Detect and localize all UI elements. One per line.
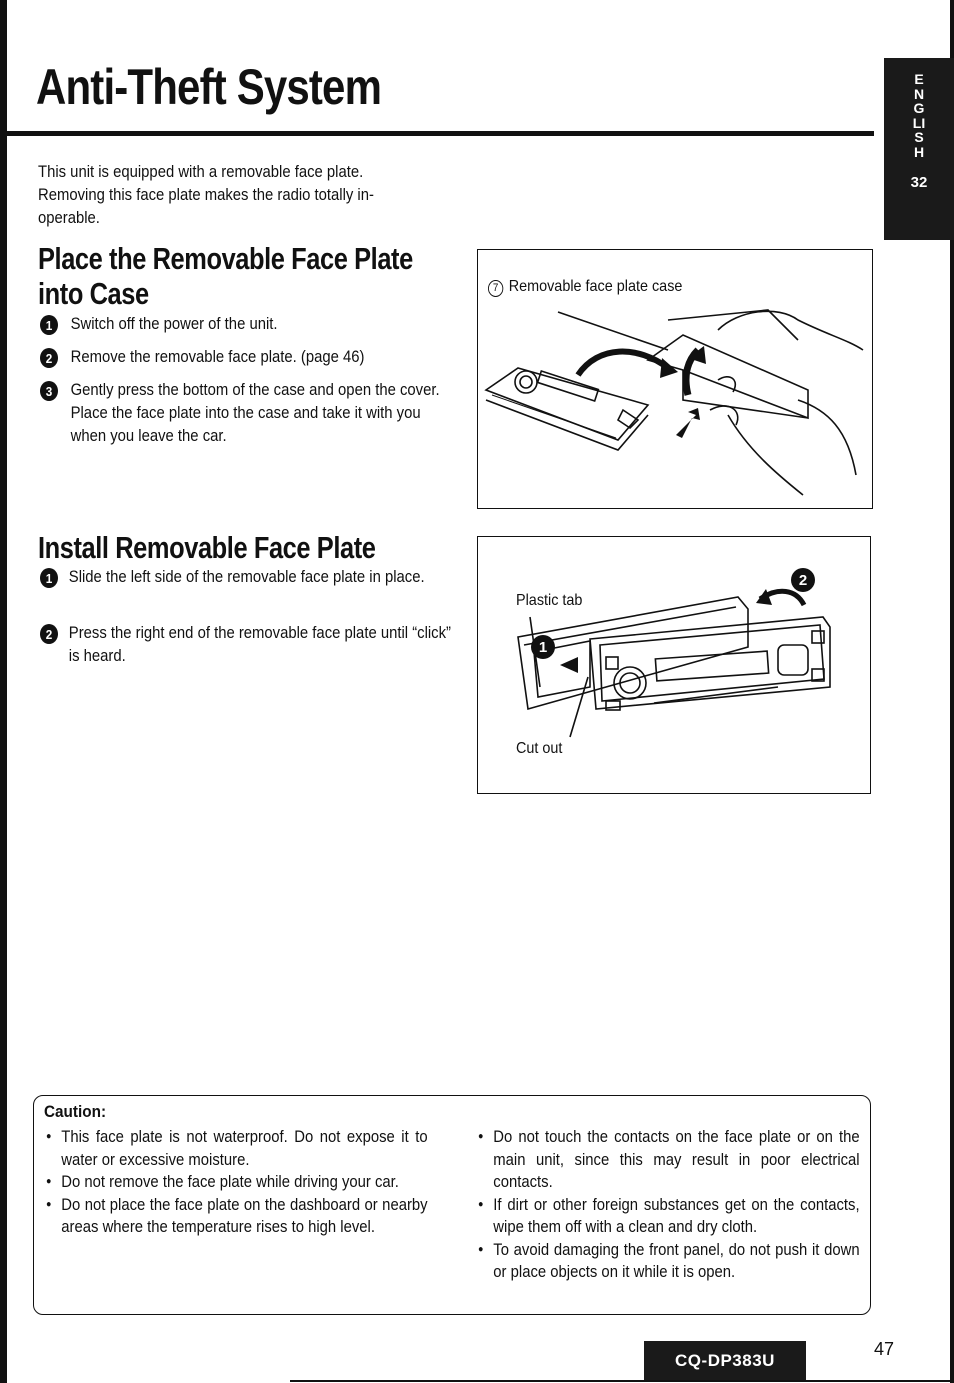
page-number: 47 bbox=[874, 1339, 895, 1359]
plastic-tab-label: Plastic tab bbox=[516, 592, 583, 609]
callout-number: 7 bbox=[488, 280, 503, 297]
step-1-badge: 1 bbox=[531, 635, 555, 659]
section-heading-place-in-case: Place the Removable Face Plate into Case bbox=[38, 241, 413, 311]
section-number: 32 bbox=[910, 173, 928, 191]
step-number-badge: 1 bbox=[40, 315, 58, 335]
step-number-badge: 3 bbox=[40, 381, 58, 401]
page-left-border bbox=[0, 0, 7, 1383]
intro-paragraph: This unit is equipped with a removable face plate. Removing this face plate makes the radio totally in-operable. bbox=[38, 163, 374, 227]
caution-item: ● This face plate is not waterproof. Do not expose it to water or excessive moisture. bbox=[46, 1126, 428, 1171]
page-title: Anti-Theft System bbox=[36, 59, 382, 115]
step-item bbox=[40, 622, 463, 670]
caption-text: Removable face plate case bbox=[508, 278, 683, 295]
step-item bbox=[40, 346, 463, 370]
caution-list-right bbox=[478, 1126, 860, 1284]
step-text: Slide the left side of the removable face plate in place. bbox=[68, 568, 425, 586]
model-number-badge: CQ-DP383U bbox=[644, 1341, 806, 1381]
step-text: Switch off the power of the unit. bbox=[70, 315, 278, 333]
step-item bbox=[40, 313, 463, 337]
title-rule bbox=[7, 131, 874, 136]
step-number-badge: 2 bbox=[40, 348, 58, 368]
figure-face-plate-case bbox=[477, 249, 873, 509]
language-label: ENGLISH bbox=[912, 71, 926, 160]
bottom-rule bbox=[290, 1380, 950, 1382]
figure-install-face-plate bbox=[477, 536, 871, 794]
language-side-tab bbox=[884, 58, 954, 240]
caution-list-left bbox=[46, 1126, 428, 1239]
step-text: Gently press the bottom of the case and open the cover. Place the face plate into the case and take it with you when you leave the car. bbox=[70, 381, 440, 445]
step-number-badge: 1 bbox=[40, 568, 58, 588]
caution-title: Caution: bbox=[44, 1102, 107, 1121]
step-text: Remove the removable face plate. (page 46) bbox=[70, 348, 365, 366]
caution-item: ● To avoid damaging the front panel, do not push it down or place objects on it while it is open. bbox=[478, 1239, 860, 1284]
caution-item: ● If dirt or other foreign substances get on the contacts, wipe them off with a clean and dry cloth. bbox=[478, 1194, 860, 1239]
step-item bbox=[40, 379, 463, 451]
step-text: Press the right end of the removable face plate until “click” is heard. bbox=[68, 624, 451, 665]
step-item bbox=[40, 566, 463, 614]
cut-out-label: Cut out bbox=[516, 740, 563, 757]
step-number-badge: 2 bbox=[40, 624, 58, 644]
caution-item: ● Do not place the face plate on the dashboard or nearby areas where the temperature rises to high level. bbox=[46, 1194, 428, 1239]
section-heading-install: Install Removable Face Plate bbox=[38, 530, 376, 565]
step-2-badge: 2 bbox=[791, 568, 815, 592]
case-illustration bbox=[478, 250, 871, 507]
caution-item: ● Do not touch the contacts on the face plate or on the main unit, since this may result in poor electrical contacts. bbox=[478, 1126, 860, 1194]
caution-item: ● Do not remove the face plate while driving your car. bbox=[46, 1171, 428, 1194]
